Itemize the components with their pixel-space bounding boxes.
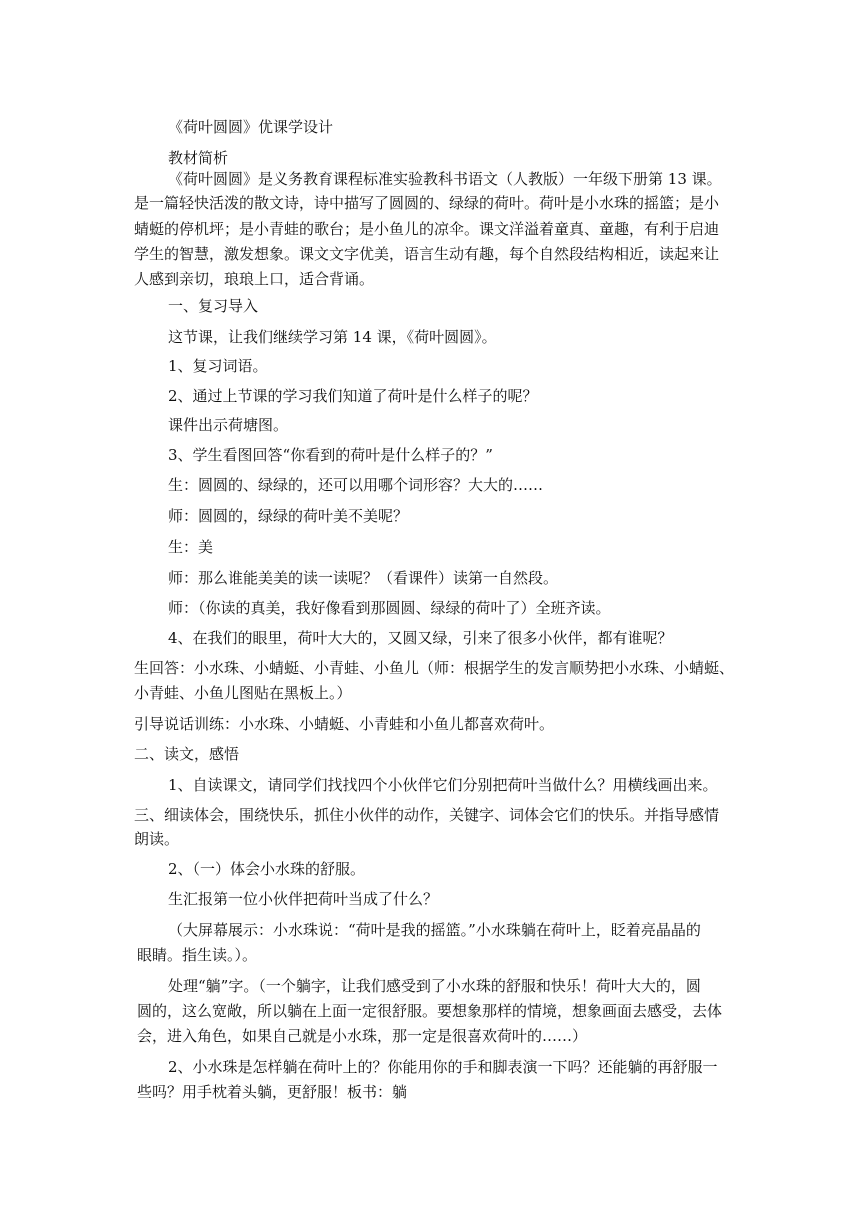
paragraph-line: 生：圆圆的、绿绿的，还可以用哪个词形容？大大的…… xyxy=(168,476,544,494)
document-title: 《荷叶圆圆》优课学设计 xyxy=(168,118,334,136)
paragraph-line: 2、小水珠是怎样躺在荷叶上的？你能用你的手和脚表演一下吗？还能躺的再舒服一 xyxy=(168,1058,718,1076)
paragraph-line: 眼睛。指生读。）。 xyxy=(137,946,258,964)
paragraph-line: 这节课，让我们继续学习第 14 课，《荷叶圆圆》。 xyxy=(168,328,497,346)
paragraph-line: 圆的，这么宽敞，所以躺在上面一定很舒服。要想象那样的情境，想象画面去感受，去体 xyxy=(137,1002,723,1020)
paragraph-line: 生：美 xyxy=(168,538,214,556)
paragraph-line: 3、学生看图回答“你看到的荷叶是什么样子的？” xyxy=(168,446,493,464)
paragraph-line: 会，进入角色，如果自己就是小水珠，那一定是很喜欢荷叶的……） xyxy=(137,1027,588,1045)
paragraph-line: 处理“躺”字。（一个躺字，让我们感受到了小水珠的舒服和快乐！荷叶大大的，圆 xyxy=(168,977,701,995)
paragraph-line: 1、自读课文，请同学们找找四个小伙伴它们分别把荷叶当做什么？用横线画出来。 xyxy=(168,776,718,794)
section-heading-detail: 朗读。 xyxy=(134,830,180,848)
analysis-line: 是一篇轻快活泼的散文诗，诗中描写了圆圆的、绿绿的荷叶。荷叶是小水珠的摇篮；是小 xyxy=(134,194,720,212)
paragraph-line: 些吗？用手枕着头躺，更舒服！板书：躺 xyxy=(137,1083,408,1101)
analysis-line: 《荷叶圆圆》是义务教育课程标准实验教科书语文（人教版）一年级下册第 13 课。 xyxy=(168,170,722,188)
paragraph-line: 生汇报第一位小伙伴把荷叶当成了什么？ xyxy=(168,890,439,908)
paragraph-line: 1、复习词语。 xyxy=(168,357,268,375)
analysis-line: 学生的智慧，激发想象。课文文字优美，语言生动有趣，每个自然段结构相近，读起来让 xyxy=(134,245,720,263)
paragraph-line: 2、通过上节课的学习我们知道了荷叶是什么样子的呢？ xyxy=(168,387,538,405)
answer-line: 小青蛙、小鱼儿图贴在黑板上。） xyxy=(134,684,352,702)
section-heading-analysis: 教材简析 xyxy=(168,149,229,167)
analysis-line: 蜻蜓的停机坪；是小青蛙的歌台；是小鱼儿的凉伞。课文洋溢着童真、童趣，有利于启迪 xyxy=(134,220,720,238)
guide-line: 引导说话训练：小水珠、小蜻蜓、小青蛙和小鱼儿都喜欢荷叶。 xyxy=(134,715,555,733)
paragraph-line: 师：圆圆的，绿绿的荷叶美不美呢？ xyxy=(168,507,409,525)
section-heading-reading: 二、读文，感悟 xyxy=(134,745,240,763)
sub-heading: 2、（一）体会小水珠的舒服。 xyxy=(168,860,366,878)
paragraph-line: 师：（你读的真美，我好像看到那圆圆、绿绿的荷叶了）全班齐读。 xyxy=(168,599,611,617)
paragraph-line: 4、在我们的眼里，荷叶大大的，又圆又绿，引来了很多小伙伴，都有谁呢？ xyxy=(168,629,673,647)
analysis-line: 人感到亲切，琅琅上口，适合背诵。 xyxy=(134,270,375,288)
section-heading-detail: 三、细读体会，围绕快乐，抓住小伙伴的动作，关键字、词体会它们的快乐。并指导感情 xyxy=(134,806,720,824)
paragraph-line: 师：那么谁能美美的读一读呢？（看课件）读第一自然段。 xyxy=(168,569,559,587)
section-heading-review: 一、复习导入 xyxy=(168,297,259,315)
answer-line: 生回答：小水珠、小蜻蜓、小青蛙、小鱼儿（师：根据学生的发言顺势把小水珠、小蜻蜓、 xyxy=(134,659,735,677)
paragraph-line: （大屏幕展示：小水珠说：“荷叶是我的摇篮。”小水珠躺在荷叶上，眨着亮晶晶的 xyxy=(168,921,701,939)
paragraph-line: 课件出示荷塘图。 xyxy=(168,416,289,434)
